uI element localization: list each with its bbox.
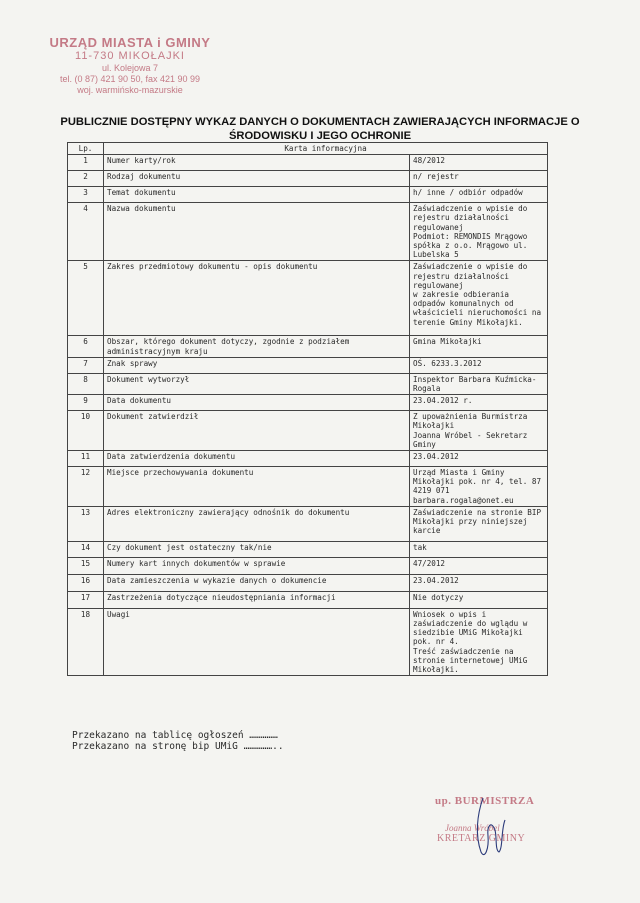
- row-value: 23.04.2012 r.: [410, 395, 548, 411]
- row-label: Numery kart innych dokumentów w sprawie: [104, 557, 410, 574]
- table-row: [68, 155, 548, 171]
- row-label: Rodzaj dokumentu: [104, 171, 410, 187]
- row-label: Obszar, którego dokument dotyczy, zgodnie z podziałem administracyjnym kraju: [104, 336, 410, 357]
- table-row: [68, 574, 548, 591]
- row-number: 8: [68, 373, 104, 394]
- table-row: [68, 467, 548, 507]
- row-number: 1: [68, 155, 104, 171]
- signature-stamp: [425, 790, 565, 860]
- row-label: Czy dokument jest ostateczny tak/nie: [104, 541, 410, 557]
- signature-stamp-title: up. BURMISTRZA: [435, 795, 535, 807]
- table-row: [68, 506, 548, 541]
- row-label: Adres elektroniczny zawierający odnośnik do dokumentu: [104, 506, 410, 541]
- row-value: Zaświadczenie na stronie BIP Mikołajki przy niniejszej karcie: [410, 506, 548, 541]
- row-label: Temat dokumentu: [104, 187, 410, 203]
- row-label: Uwagi: [104, 608, 410, 675]
- table-row: [68, 261, 548, 336]
- row-label: Znak sprawy: [104, 357, 410, 373]
- table-row: [68, 336, 548, 357]
- row-label: Data zamieszczenia w wykazie danych o dokumencie: [104, 574, 410, 591]
- row-value: Zaświadczenie o wpisie do rejestru działalności regulowanej Podmiot: REMONDIS Mrągowo spółka z o.o. Mrągowo ul. Lubelska 5: [410, 203, 548, 261]
- row-number: 5: [68, 261, 104, 336]
- row-value: 48/2012: [410, 155, 548, 171]
- row-number: 3: [68, 187, 104, 203]
- handwritten-signature: [425, 790, 565, 862]
- stamp-office-name: URZĄD MIASTA i GMINY: [49, 35, 211, 50]
- row-value: n/ rejestr: [410, 171, 548, 187]
- row-value: Zaświadczenie o wpisie do rejestru działalności regulowanej w zakresie odbierania odpadów komunalnych od właścicieli nieruchomości na terenie Gminy Mikołajki.: [410, 261, 548, 336]
- row-value: OŚ. 6233.3.2012: [410, 357, 548, 373]
- row-label: Zastrzeżenia dotyczące nieudostępniania informacji: [104, 591, 410, 608]
- row-label: Data zatwierdzenia dokumentu: [104, 451, 410, 467]
- row-number: 14: [68, 541, 104, 557]
- signature-stamp-name: Joanna Wróbel: [445, 823, 500, 833]
- table-row: [68, 591, 548, 608]
- row-value: Wniosek o wpis i zaświadczenie do wglądu w siedzibie UMiG Mikołajki pok. nr 4. Treść zaświadczenie na stronie internetowej UMiG Mikołajki.: [410, 608, 548, 675]
- row-number: 16: [68, 574, 104, 591]
- table-row: [68, 395, 548, 411]
- row-number: 18: [68, 608, 104, 675]
- row-value: Inspektor Barbara Kuźmicka-Rogala: [410, 373, 548, 394]
- row-label: Nazwa dokumentu: [104, 203, 410, 261]
- row-value: Nie dotyczy: [410, 591, 548, 608]
- row-value: Urząd Miasta i Gminy Mikołajki pok. nr 4, tel. 87 4219 071 barbara.rogala@onet.eu: [410, 467, 548, 507]
- row-value: 23.04.2012: [410, 451, 548, 467]
- stamp-street: ul. Kolejowa 7: [101, 63, 159, 73]
- row-number: 10: [68, 411, 104, 451]
- row-label: Dokument zatwierdził: [104, 411, 410, 451]
- table-row: [68, 357, 548, 373]
- header-lp: Lp.: [68, 143, 104, 155]
- row-value: Gmina Mikołajki: [410, 336, 548, 357]
- table-row: [68, 203, 548, 261]
- row-number: 17: [68, 591, 104, 608]
- information-card-table: [67, 142, 548, 676]
- row-value: Z upoważnienia Burmistrza Mikołajki Joanna Wróbel - Sekretarz Gminy: [410, 411, 548, 451]
- table-row: [68, 187, 548, 203]
- row-value: h/ inne / odbiór odpadów: [410, 187, 548, 203]
- row-value: tak: [410, 541, 548, 557]
- row-number: 2: [68, 171, 104, 187]
- row-number: 11: [68, 451, 104, 467]
- title-line-2: ŚRODOWISKU I JEGO OCHRONIE: [228, 130, 412, 142]
- row-value: 47/2012: [410, 557, 548, 574]
- table-row: [68, 373, 548, 394]
- table-row: [68, 411, 548, 451]
- document-title: [60, 115, 580, 143]
- signature-stamp-role: KRETARZ GMINY: [437, 833, 526, 844]
- table-row: [68, 557, 548, 574]
- header-card: Karta informacyjna: [104, 143, 548, 155]
- row-label: Data dokumentu: [104, 395, 410, 411]
- row-label: Dokument wytworzył: [104, 373, 410, 394]
- office-stamp: [30, 36, 230, 96]
- stamp-phone: tel. (0 87) 421 90 50, fax 421 90 99: [59, 74, 201, 84]
- footer-notice-board: Przekazano na tablicę ogłoszeń ……………: [72, 730, 278, 741]
- row-number: 9: [68, 395, 104, 411]
- row-number: 4: [68, 203, 104, 261]
- table-row: [68, 171, 548, 187]
- row-value: 23.04.2012: [410, 574, 548, 591]
- table-header-row: [68, 143, 548, 155]
- footer-notes: [72, 730, 284, 752]
- row-number: 7: [68, 357, 104, 373]
- table-row: [68, 608, 548, 675]
- row-number: 13: [68, 506, 104, 541]
- table-row: [68, 451, 548, 467]
- row-number: 12: [68, 467, 104, 507]
- row-label: Numer karty/rok: [104, 155, 410, 171]
- stamp-voivodeship: woj. warmińsko-mazurskie: [77, 85, 183, 95]
- table-row: [68, 541, 548, 557]
- row-number: 6: [68, 336, 104, 357]
- table-body: [68, 155, 548, 676]
- row-label: Zakres przedmiotowy dokumentu - opis dokumentu: [104, 261, 410, 336]
- row-label: Miejsce przechowywania dokumentu: [104, 467, 410, 507]
- row-number: 15: [68, 557, 104, 574]
- stamp-postal-city: 11-730 MIKOŁAJKI: [75, 50, 185, 62]
- title-line-1: PUBLICZNIE DOSTĘPNY WYKAZ DANYCH O DOKUMENTACH ZAWIERAJĄCYCH INFORMACJE O: [60, 116, 580, 128]
- footer-bip: Przekazano na stronę bip UMiG ……………..: [72, 741, 284, 752]
